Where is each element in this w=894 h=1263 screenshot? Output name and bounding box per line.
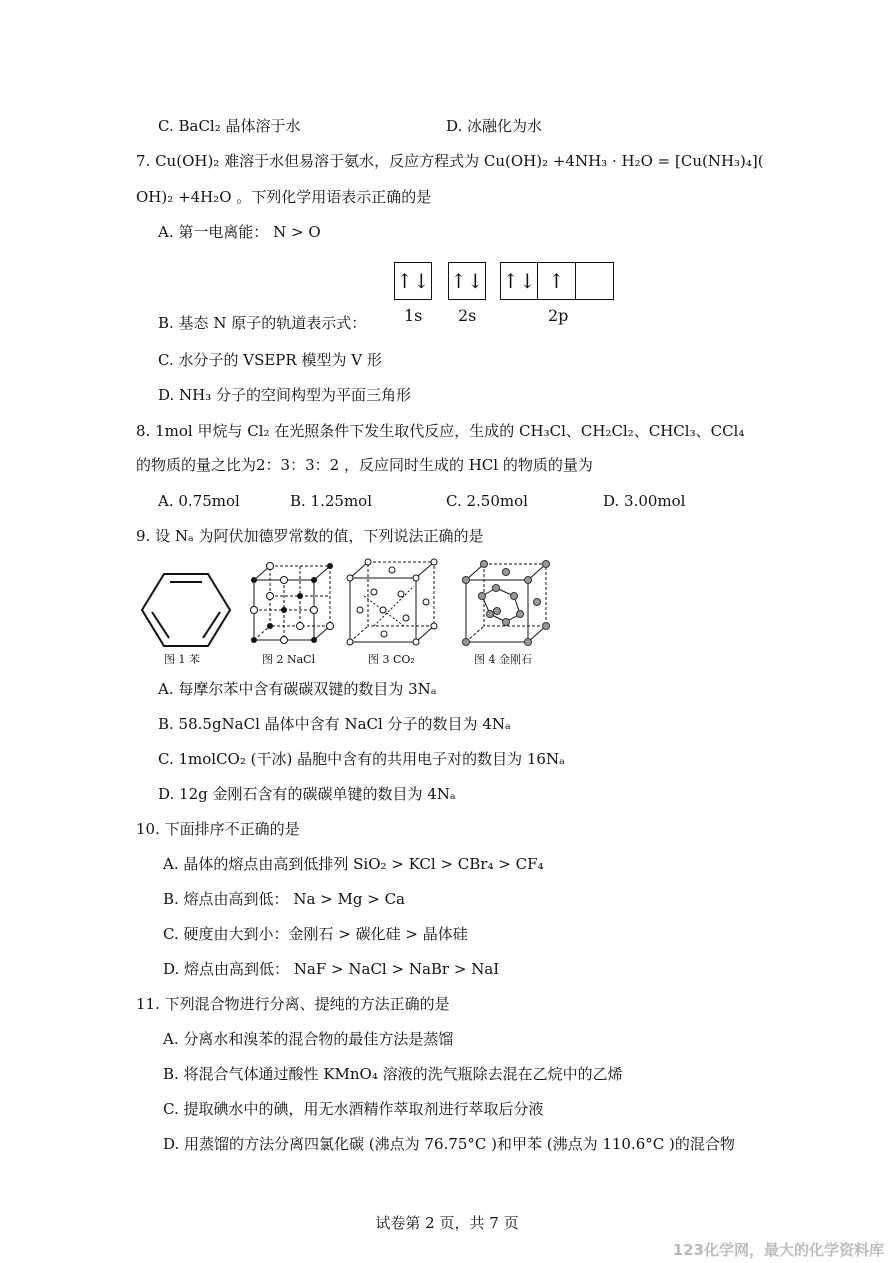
q7-option-a: A. 第一电离能： N > O bbox=[158, 223, 321, 241]
q10-option-a: A. 晶体的熔点由高到低排列 SiO₂ > KCl > CBr₄ > CF₄ bbox=[163, 855, 544, 873]
q11-stem: 11. 下列混合物进行分离、提纯的方法正确的是 bbox=[136, 995, 450, 1013]
q11-option-c: C. 提取碘水中的碘，用无水酒精作萃取剂进行萃取后分液 bbox=[163, 1100, 544, 1118]
figure-1-caption: 图 1 苯 bbox=[164, 653, 200, 666]
q6-option-d: D. 冰融化为水 bbox=[446, 117, 543, 135]
figure-3-caption: 图 3 CO₂ bbox=[368, 653, 415, 666]
q7-option-c: C. 水分子的 VSEPR 模型为 V 形 bbox=[158, 351, 382, 369]
q9-option-c: C. 1molCO₂ (干冰) 晶胞中含有的共用电子对的数目为 16Nₐ bbox=[158, 750, 565, 768]
page-footer: 试卷第 2 页，共 7 页 bbox=[375, 1214, 519, 1232]
watermark-text: 123化学网，最大的化学资料库 bbox=[672, 1241, 884, 1259]
orbital-2s-label: 2s bbox=[458, 306, 477, 325]
q9-option-d: D. 12g 金刚石含有的碳碳单键的数目为 4Nₐ bbox=[158, 785, 456, 803]
nacl-figure bbox=[246, 558, 336, 648]
q8-option-c: C. 2.50mol bbox=[446, 492, 528, 510]
orbital-2p-label: 2p bbox=[548, 306, 569, 325]
q9-option-b: B. 58.5gNaCl 晶体中含有 NaCl 分子的数目为 4Nₐ bbox=[158, 715, 511, 733]
figure-4-caption: 图 4 金刚石 bbox=[474, 653, 532, 666]
q7-option-d: D. NH₃ 分子的空间构型为平面三角形 bbox=[158, 386, 412, 404]
q9-option-a: A. 每摩尔苯中含有碳碳双键的数目为 3Nₐ bbox=[158, 680, 437, 698]
orbital-1s-arrows: ↑↓ bbox=[396, 269, 430, 293]
q6-option-c: C. BaCl₂ 晶体溶于水 bbox=[158, 117, 301, 135]
orbital-1s-label: 1s bbox=[404, 306, 423, 325]
orbital-2p-box-1 bbox=[500, 262, 538, 300]
diamond-figure bbox=[460, 558, 552, 648]
q7-option-b: B. 基态 N 原子的轨道表示式： bbox=[158, 314, 367, 332]
q10-option-d: D. 熔点由高到低： NaF > NaCl > NaBr > NaI bbox=[163, 960, 500, 978]
orbital-2p-box-2 bbox=[537, 262, 576, 300]
q11-option-d: D. 用蒸馏的方法分离四氯化碳 (沸点为 76.75°C )和甲苯 (沸点为 110.6°C )的混合物 bbox=[163, 1135, 735, 1153]
orbital-2s-box bbox=[448, 262, 486, 300]
co2-figure bbox=[344, 556, 440, 648]
q7-stem-line2: OH)₂ +4H₂O 。下列化学用语表示正确的是 bbox=[136, 188, 432, 206]
benzene-figure bbox=[136, 562, 236, 652]
q10-stem: 10. 下面排序不正确的是 bbox=[136, 820, 300, 838]
q8-option-d: D. 3.00mol bbox=[603, 492, 686, 510]
q8-stem-line1: 8. 1mol 甲烷与 Cl₂ 在光照条件下发生取代反应，生成的 CH₃Cl、CH₂Cl₂、CHCl₃、CCl₄ bbox=[136, 422, 745, 440]
orbital-2s-arrows: ↑↓ bbox=[450, 269, 484, 293]
q10-option-c: C. 硬度由大到小：金刚石 > 碳化硅 > 晶体硅 bbox=[163, 925, 468, 943]
q8-option-b: B. 1.25mol bbox=[290, 492, 373, 510]
q7-stem-line1: 7. Cu(OH)₂ 难溶于水但易溶于氨水，反应方程式为 Cu(OH)₂ +4NH₃ · H₂O = [Cu(NH₃)₄]( bbox=[136, 152, 764, 170]
orbital-2p-arrows-1: ↑↓ bbox=[502, 269, 536, 293]
figure-2-caption: 图 2 NaCl bbox=[262, 653, 316, 666]
orbital-1s-box bbox=[394, 262, 432, 300]
q8-option-a: A. 0.75mol bbox=[158, 492, 240, 510]
q11-option-a: A. 分离水和溴苯的混合物的最佳方法是蒸馏 bbox=[163, 1030, 454, 1048]
q10-option-b: B. 熔点由高到低： Na > Mg > Ca bbox=[163, 890, 405, 908]
orbital-2p-arrows-2: ↑ bbox=[548, 269, 565, 293]
q9-stem: 9. 设 Nₐ 为阿伏加德罗常数的值，下列说法正确的是 bbox=[136, 527, 484, 545]
q11-option-b: B. 将混合气体通过酸性 KMnO₄ 溶液的洗气瓶除去混在乙烷中的乙烯 bbox=[163, 1065, 623, 1083]
orbital-2p-box-3 bbox=[575, 262, 614, 300]
q8-stem-line2: 的物质的量之比为2：3：3：2 ，反应同时生成的 HCl 的物质的量为 bbox=[136, 456, 593, 474]
